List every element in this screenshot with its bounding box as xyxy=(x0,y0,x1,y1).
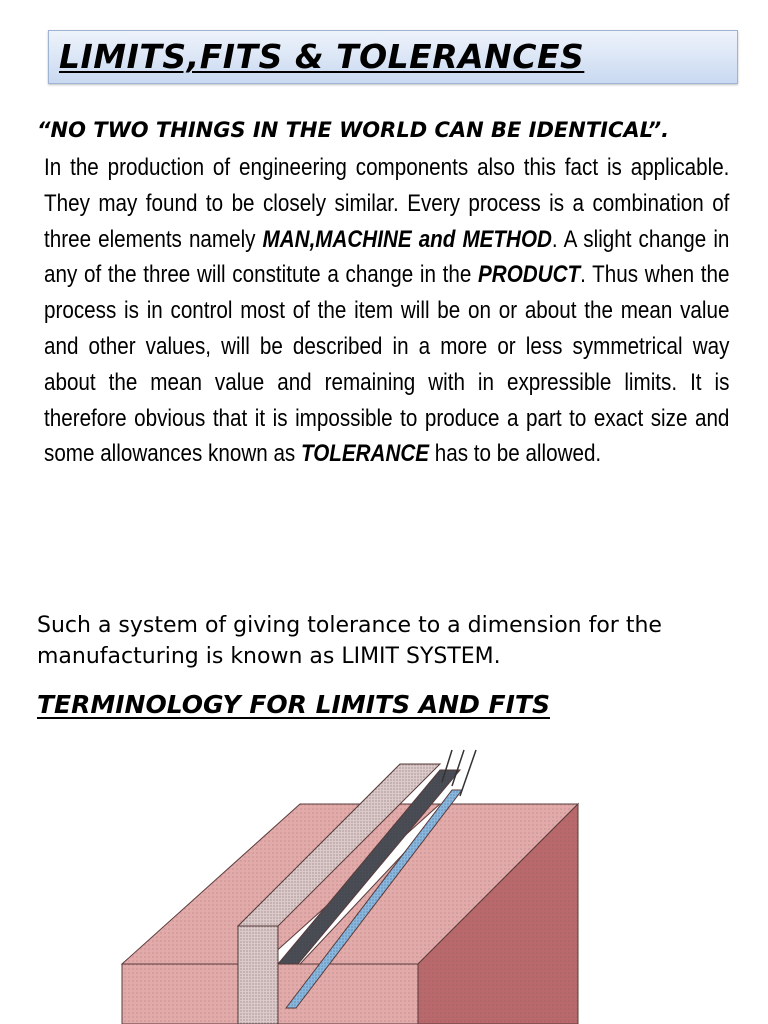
paragraph-text-3: . Thus when the process is in control most of the item will be on or about the mean value and other values, will be described in a more or less symmetrical way about the mean value and remaining with in expressible limits. It is therefore obvious that it is impossible to produce a part to exact size and some allowances known as xyxy=(44,261,730,468)
title-banner xyxy=(48,30,738,84)
intro-paragraph xyxy=(44,150,729,472)
arrow-2 xyxy=(452,750,464,786)
quote-text: “NO TWO THINGS IN THE WORLD CAN BE IDENTICAL”. xyxy=(37,118,670,142)
emphasis-man-machine-method: MAN,MACHINE and METHOD xyxy=(262,225,552,253)
emphasis-tolerance: TOLERANCE xyxy=(300,440,430,468)
shaft-hole-figure xyxy=(0,740,768,1024)
page-title: LIMITS,FITS & TOLERANCES xyxy=(59,37,585,76)
paragraph-text-2: . A slight change in any of the three will constitute a change in the xyxy=(44,225,730,289)
paragraph-text-4: has to be allowed. xyxy=(429,440,602,468)
emphasis-product: PRODUCT xyxy=(478,261,581,289)
paragraph-text-1: In the production of engineering components also this fact is applicable. They may found to be closely similar. Every process is a combination of three elements namely xyxy=(44,154,730,253)
limit-system-text: Such a system of giving tolerance to a dimension for the manufacturing is known as LIMIT SYSTEM. xyxy=(37,613,662,669)
terminology-heading: TERMINOLOGY FOR LIMITS AND FITS xyxy=(37,690,550,719)
